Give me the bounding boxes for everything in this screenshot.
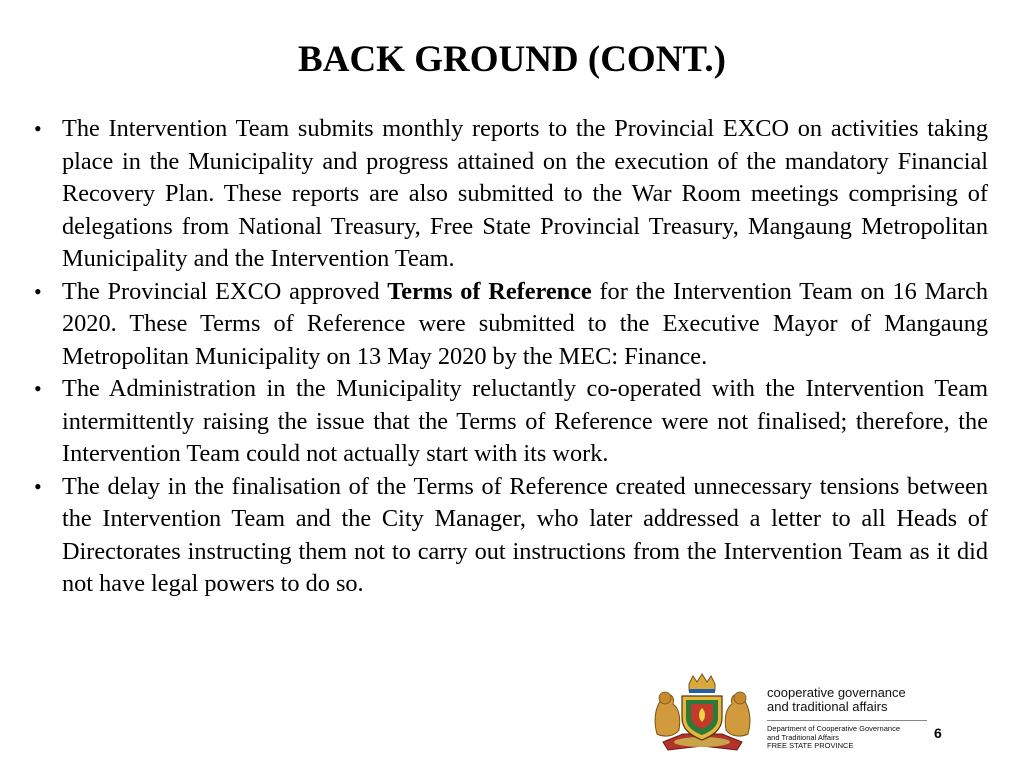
bullet-item [34,373,988,471]
bullet-dot: • [34,116,42,141]
bullet-dot: • [34,376,42,401]
department-subtitle-line1: Department of Cooperative Governance [767,724,900,733]
bullet-text: The delay in the finalisation of the Terms of Reference created unnecessary tensions between the Intervention Team and the City Manager, who later addressed a letter to all Heads of Directorates instructing them not to carry out instructions from the Intervention Team as it did not have legal powers to do so. [62,472,988,597]
department-subtitle-line3: FREE STATE PROVINCE [767,741,854,750]
bullet-text-start: The Provincial EXCO approved [62,277,388,305]
bullet-item [34,113,988,276]
bullet-text: The Intervention Team submits monthly reports to the Provincial EXCO on activities taking place in the Municipality and progress attained on the execution of the mandatory Financial Recovery Plan. These reports are also submitted to the War Room meetings comprising of delegations from National Treasury, Free State Provincial Treasury, Mangaung Metropolitan Municipality and the Intervention Team. [62,115,988,272]
slide-title: BACK GROUND (CONT.) [298,39,726,80]
department-footer [767,686,937,751]
department-name-line2: and traditional affairs [767,699,888,714]
bullet-text-bold: Terms of Reference [387,277,592,305]
bullet-item [34,471,988,601]
bullet-dot: • [34,278,42,304]
department-subtitle-line2: and Traditional Affairs [767,732,839,742]
page-number: 6 [934,725,942,741]
footer-divider [767,720,927,721]
bullet-list [34,113,988,601]
department-name-line1: cooperative governance [767,685,906,700]
bullet-item [34,276,988,374]
free-state-coat-of-arms-icon [645,672,760,754]
bullet-text-end: for the Intervention Team on 16 March 2020. These Terms of Reference were submitted to the Executive Mayor of Mangaung Metropolitan Municipality on 13 May 2020 by the MEC: Finance. [62,277,989,370]
bullet-dot: • [34,473,42,499]
bullet-text: The Administration in the Municipality reluctantly co-operated with the Intervention Team intermittently raising the issue that the Terms of Reference were not finalised; therefore, the Intervention Team could not actually start with its work. [62,375,988,467]
